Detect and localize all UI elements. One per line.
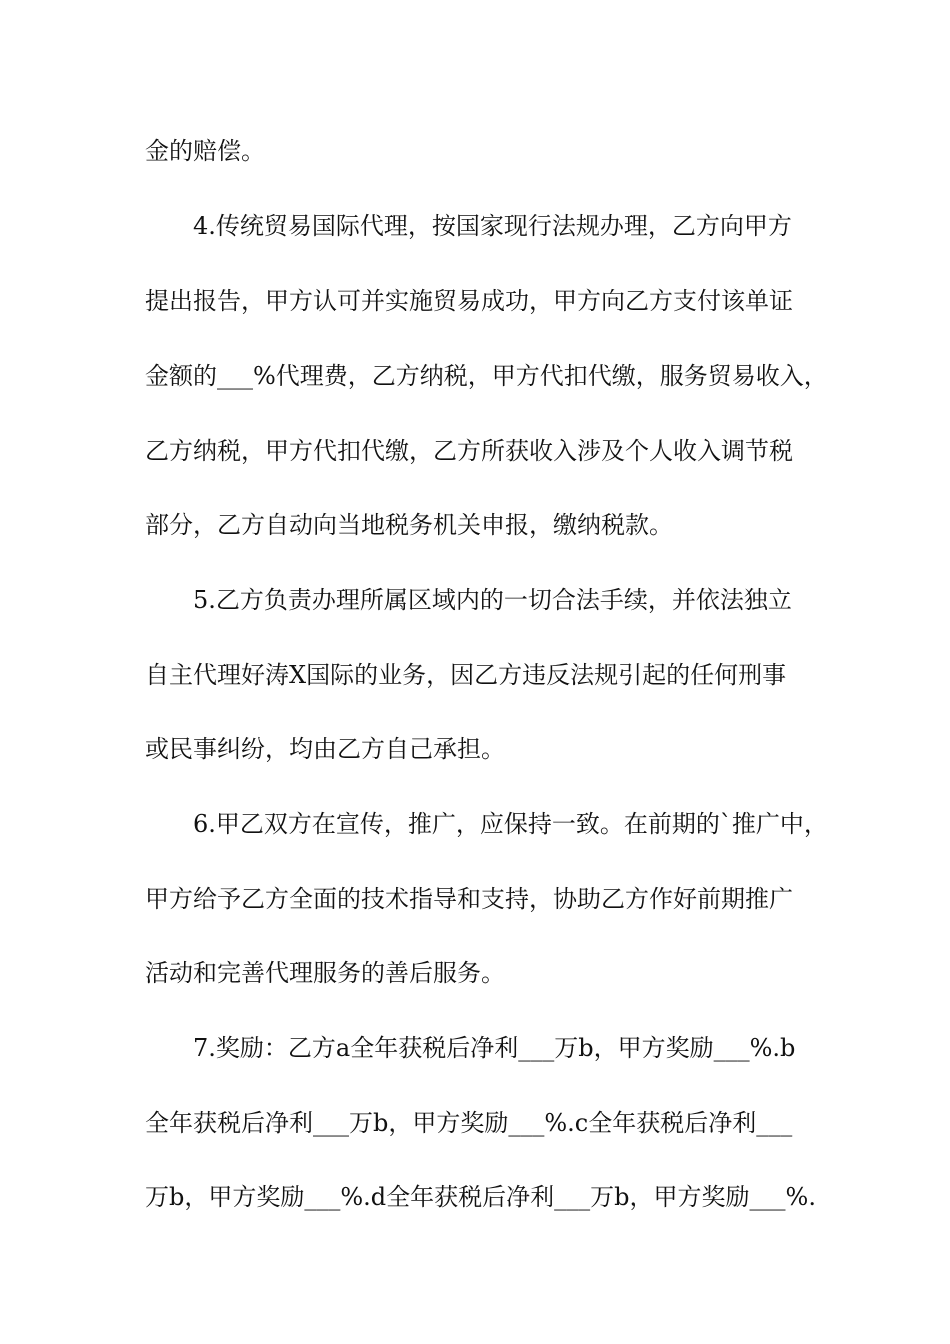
paragraph-line: 或民事纠纷，均由乙方自己承担。 [145, 735, 505, 763]
paragraph-line: 自主代理好涛X国际的业务，因乙方违反法规引起的任何刑事 [145, 661, 787, 689]
paragraph-line: 甲方给予乙方全面的技术指导和支持，协助乙方作好前期推广 [145, 885, 793, 913]
paragraph-line: 活动和完善代理服务的善后服务。 [145, 959, 505, 987]
paragraph-line: 提出报告，甲方认可并实施贸易成功，甲方向乙方支付该单证 [145, 287, 793, 315]
paragraph-line: 万b，甲方奖励___%.d全年获税后净利___万b，甲方奖励___%. [145, 1183, 816, 1211]
paragraph-line: 部分，乙方自动向当地税务机关申报，缴纳税款。 [145, 511, 673, 539]
paragraph-line: 全年获税后净利___万b，甲方奖励___%.c全年获税后净利___ [145, 1109, 793, 1137]
paragraph-line: 金额的___%代理费，乙方纳税，甲方代扣代缴，服务贸易收入， [145, 362, 828, 390]
paragraph-line: 7.奖励：乙方a全年获税后净利___万b，甲方奖励___%.b [193, 1034, 796, 1062]
paragraph-line: 金的赔偿。 [145, 137, 265, 165]
paragraph-line: 5.乙方负责办理所属区域内的一切合法手续，并依法独立 [193, 586, 792, 614]
paragraph-line: 6.甲乙双方在宣传，推广，应保持一致。在前期的`推广中， [193, 810, 828, 838]
paragraph-line: 乙方纳税，甲方代扣代缴，乙方所获收入涉及个人收入调节税 [145, 437, 793, 465]
paragraph-line: 4.传统贸易国际代理，按国家现行法规办理，乙方向甲方 [193, 212, 792, 240]
